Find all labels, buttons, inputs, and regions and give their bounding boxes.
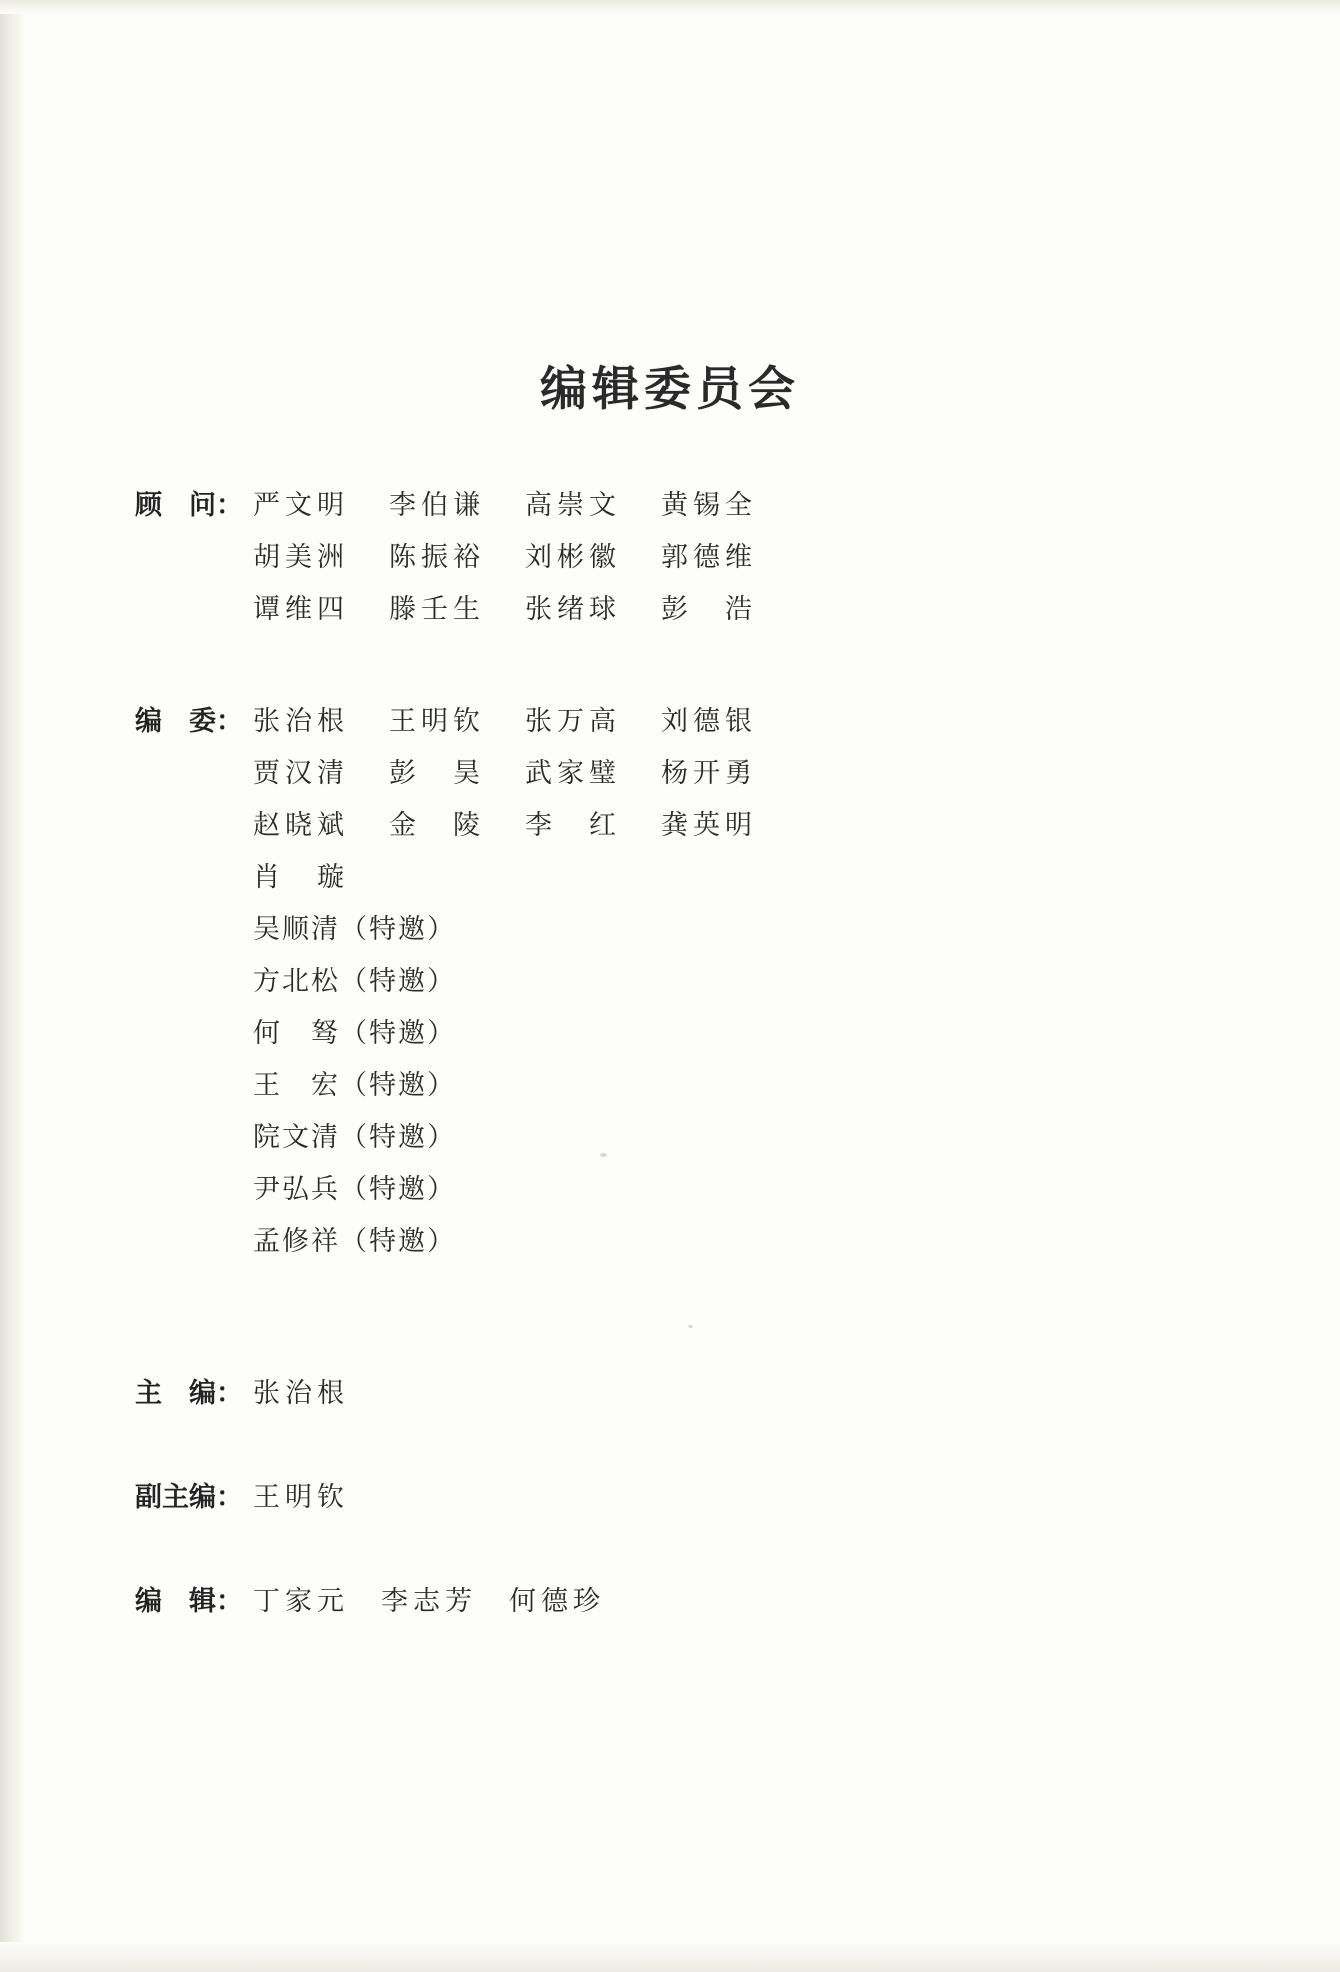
table-row: [253, 584, 797, 636]
paper-speck: [688, 1325, 693, 1328]
table-row: [253, 1112, 797, 1164]
table-row: [253, 748, 797, 800]
table-row: [253, 1008, 797, 1060]
person-name: 张绪球: [525, 594, 621, 625]
person-name: 张治根: [253, 706, 349, 737]
person-name: 杨开勇: [661, 758, 757, 789]
section-label-editorial-board: 编 委：: [135, 706, 243, 737]
person-name-invited: 方北松（特邀）: [253, 966, 456, 997]
table-row: [253, 1060, 797, 1112]
table-row: [253, 532, 797, 584]
person-name: 黄锡全: [661, 490, 757, 521]
table-row: [253, 800, 797, 852]
role-value-deputy-chief-editor: 王明钦: [253, 1482, 349, 1513]
table-row: [253, 696, 797, 748]
person-name: 武家璧: [525, 758, 621, 789]
person-name-invited: 王 宏（特邀）: [253, 1070, 456, 1101]
role-label-deputy-chief-editor: 副主编：: [135, 1482, 243, 1513]
person-name: 李 红: [525, 810, 621, 841]
role-value-chief-editor: 张治根: [253, 1378, 349, 1409]
role-label-chief-editor: 主 编：: [135, 1378, 243, 1409]
editorial-board-rows: [253, 696, 797, 1268]
role-value-editors: 丁家元 李志芳 何德珍: [253, 1586, 605, 1617]
table-row: [253, 904, 797, 956]
person-name: 陈振裕: [389, 542, 485, 573]
person-name: 彭 浩: [661, 594, 757, 625]
person-name: 谭维四: [253, 594, 349, 625]
person-name: 胡美洲: [253, 542, 349, 573]
person-name: 贾汉清: [253, 758, 349, 789]
advisor-rows: [253, 480, 797, 636]
table-row: [253, 956, 797, 1008]
person-name-invited: 吴顺清（特邀）: [253, 914, 456, 945]
person-name: 刘彬徽: [525, 542, 621, 573]
role-deputy-chief-editor: [135, 1472, 349, 1524]
table-row: [253, 480, 797, 532]
person-name-invited: 孟修祥（特邀）: [253, 1226, 456, 1257]
table-row: [253, 1164, 797, 1216]
table-row: [253, 1216, 797, 1268]
person-name: 肖 璇: [253, 862, 349, 893]
section-editorial-board: [135, 696, 797, 1268]
person-name: 严文明: [253, 490, 349, 521]
section-label-advisors: 顾 问：: [135, 490, 243, 521]
person-name: 刘德银: [661, 706, 757, 737]
page-title: 编辑委员会: [540, 362, 800, 417]
table-row: [253, 852, 797, 904]
role-editors: [135, 1576, 605, 1628]
role-chief-editor: [135, 1368, 349, 1420]
person-name: 王明钦: [389, 706, 485, 737]
role-label-editors: 编 辑：: [135, 1586, 243, 1617]
person-name: 滕壬生: [389, 594, 485, 625]
person-name: 龚英明: [661, 810, 757, 841]
paper-speck: [600, 1153, 607, 1157]
person-name: 赵晓斌: [253, 810, 349, 841]
person-name: 高崇文: [525, 490, 621, 521]
person-name-invited: 院文清（特邀）: [253, 1122, 456, 1153]
person-name: 金 陵: [389, 810, 485, 841]
person-name: 郭德维: [661, 542, 757, 573]
person-name: 张万高: [525, 706, 621, 737]
person-name-invited: 尹弘兵（特邀）: [253, 1174, 456, 1205]
person-name: 彭 昊: [389, 758, 485, 789]
person-name: 李伯谦: [389, 490, 485, 521]
person-name-invited: 何 驽（特邀）: [253, 1018, 456, 1049]
section-advisors: [135, 480, 797, 636]
